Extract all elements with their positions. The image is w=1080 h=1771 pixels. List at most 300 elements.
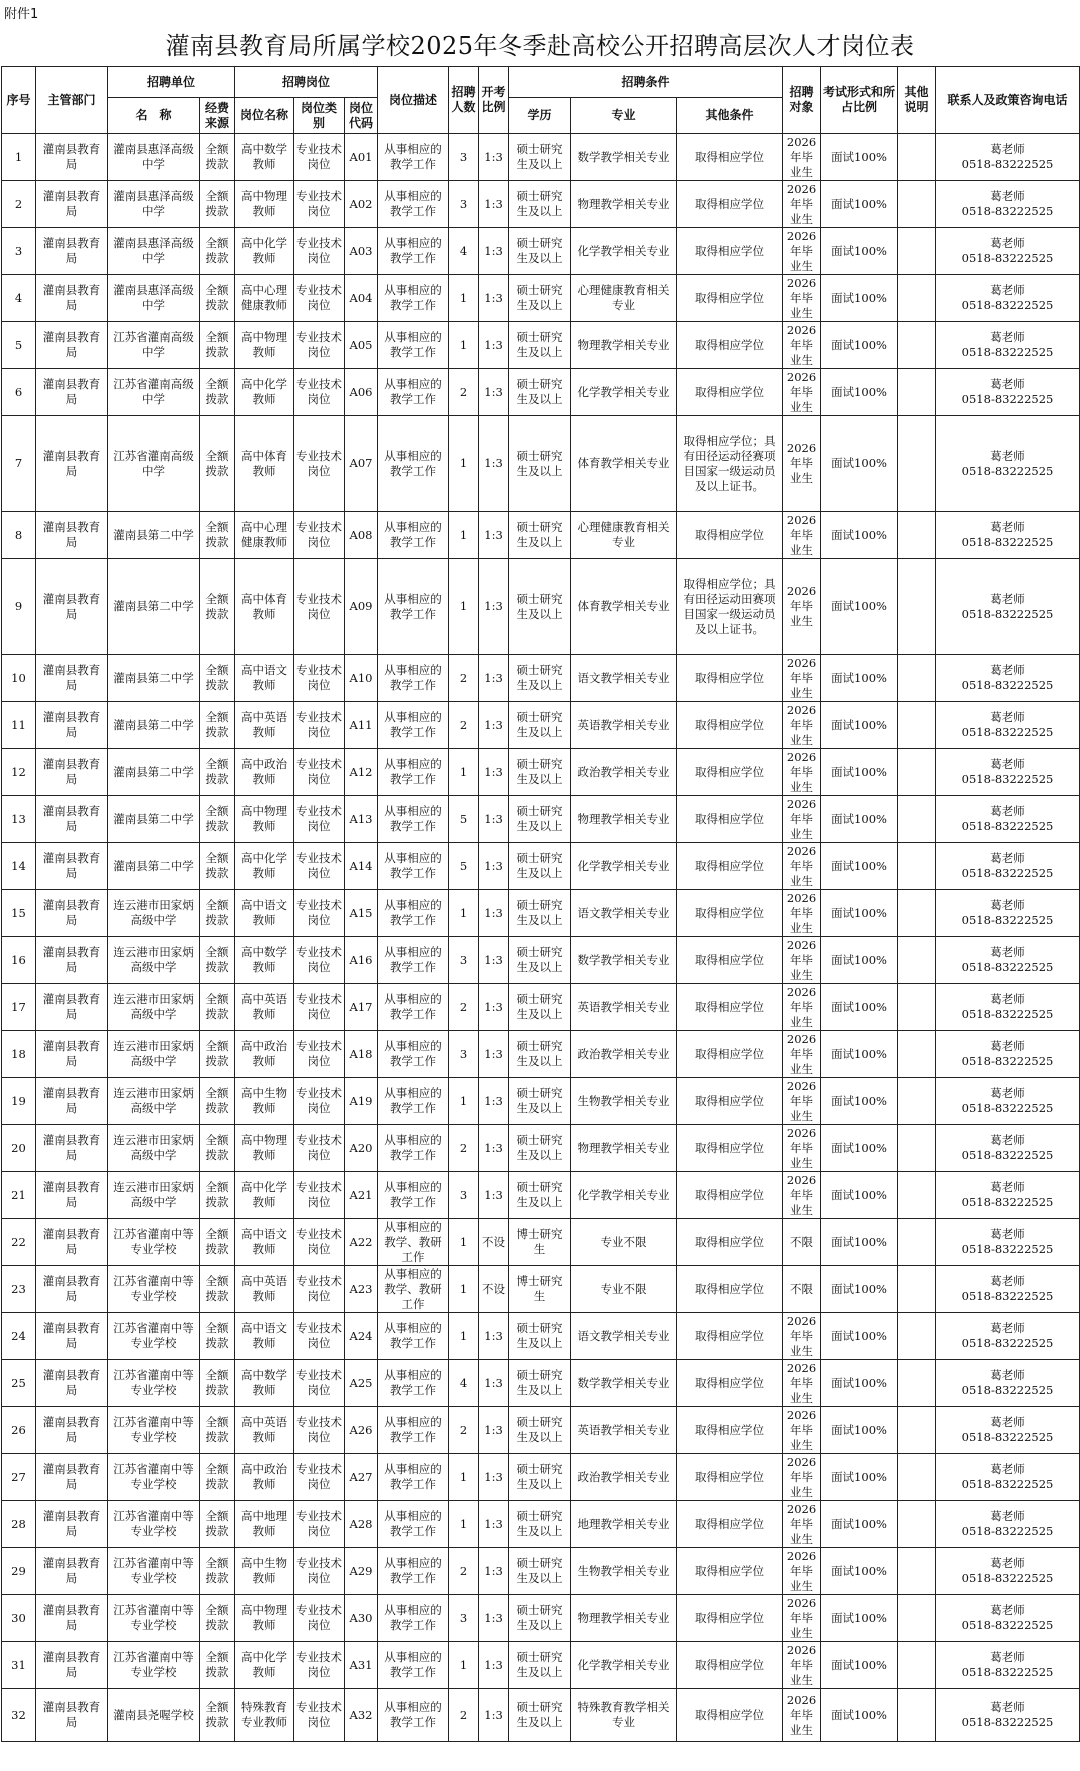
table-row [2, 702, 1080, 749]
cell-edu: 硕士研究生及以上 [509, 228, 571, 275]
header-post-type: 岗位类别 [294, 98, 345, 134]
cell-count: 2 [449, 1689, 479, 1742]
cell-type: 专业技术岗位 [294, 1642, 345, 1689]
cell-exam: 面试100% [821, 416, 898, 512]
cell-post: 高中生物教师 [235, 1078, 294, 1125]
cell-edu: 硕士研究生及以上 [509, 843, 571, 890]
table-row [2, 890, 1080, 937]
cell-unit: 江苏省灌南高级中学 [108, 322, 200, 369]
cell-code: A11 [345, 702, 378, 749]
header-ratio: 开考比例 [479, 67, 509, 134]
cell-dept: 灌南县教育局 [36, 559, 108, 655]
cell-dept: 灌南县教育局 [36, 1595, 108, 1642]
cell-note [898, 1501, 936, 1548]
cell-post: 高中物理教师 [235, 322, 294, 369]
cell-edu: 硕士研究生及以上 [509, 749, 571, 796]
cell-unit: 连云港市田家炳高级中学 [108, 1031, 200, 1078]
cell-dept: 灌南县教育局 [36, 1548, 108, 1595]
table-row [2, 512, 1080, 559]
job-table [1, 66, 1080, 1742]
cell-target: 2026年毕业生 [783, 1078, 821, 1125]
cell-target: 2026年毕业生 [783, 134, 821, 181]
cell-contact [936, 1266, 1080, 1313]
cell-count: 2 [449, 655, 479, 702]
table-row [2, 181, 1080, 228]
table-row [2, 1642, 1080, 1689]
cell-type: 专业技术岗位 [294, 228, 345, 275]
cell-desc: 从事相应的教学工作 [378, 1078, 449, 1125]
cell-contact [936, 512, 1080, 559]
cell-unit: 灌南县第二中学 [108, 749, 200, 796]
contact-phone: 0518-83222525 [961, 204, 1054, 218]
cell-type: 专业技术岗位 [294, 1548, 345, 1595]
cell-ratio: 1:3 [479, 937, 509, 984]
cell-desc: 从事相应的教学工作 [378, 1360, 449, 1407]
contact-name: 葛老师 [990, 945, 1025, 959]
cell-type: 专业技术岗位 [294, 1172, 345, 1219]
cell-desc: 从事相应的教学工作 [378, 369, 449, 416]
contact-name: 葛老师 [990, 1274, 1025, 1288]
cell-fund: 全额拨款 [200, 937, 235, 984]
cell-edu: 硕士研究生及以上 [509, 655, 571, 702]
cell-fund: 全额拨款 [200, 1548, 235, 1595]
cell-code: A08 [345, 512, 378, 559]
cell-contact [936, 796, 1080, 843]
cell-type: 专业技术岗位 [294, 559, 345, 655]
cell-contact [936, 1313, 1080, 1360]
cell-post: 特殊教育专业教师 [235, 1689, 294, 1742]
contact-phone: 0518-83222525 [961, 535, 1054, 549]
cell-dept: 灌南县教育局 [36, 702, 108, 749]
cell-count: 2 [449, 702, 479, 749]
cell-ratio: 1:3 [479, 1172, 509, 1219]
cell-code: A04 [345, 275, 378, 322]
cell-post: 高中化学教师 [235, 843, 294, 890]
contact-phone: 0518-83222525 [961, 1618, 1054, 1632]
cell-major: 语文教学相关专业 [571, 1313, 677, 1360]
cell-major: 英语教学相关专业 [571, 984, 677, 1031]
cell-count: 2 [449, 984, 479, 1031]
cell-seq: 14 [2, 843, 36, 890]
contact-phone: 0518-83222525 [961, 1101, 1054, 1115]
cell-fund: 全额拨款 [200, 512, 235, 559]
cell-target: 2026年毕业生 [783, 749, 821, 796]
contact-phone: 0518-83222525 [961, 1665, 1054, 1679]
cell-major: 化学教学相关专业 [571, 1172, 677, 1219]
cell-desc: 从事相应的教学工作 [378, 559, 449, 655]
cell-edu: 硕士研究生及以上 [509, 512, 571, 559]
cell-type: 专业技术岗位 [294, 843, 345, 890]
cell-edu: 硕士研究生及以上 [509, 1172, 571, 1219]
contact-name: 葛老师 [990, 1556, 1025, 1570]
cell-dept: 灌南县教育局 [36, 1172, 108, 1219]
cell-post: 高中化学教师 [235, 1172, 294, 1219]
header-post-code: 岗位代码 [345, 98, 378, 134]
header-note: 其他说明 [898, 67, 936, 134]
cell-code: A22 [345, 1219, 378, 1266]
cell-other: 取得相应学位 [677, 937, 783, 984]
contact-phone: 0518-83222525 [961, 1195, 1054, 1209]
contact-name: 葛老师 [990, 591, 1025, 606]
cell-unit: 连云港市田家炳高级中学 [108, 984, 200, 1031]
cell-desc: 从事相应的教学工作 [378, 1172, 449, 1219]
contact-phone: 0518-83222525 [961, 1524, 1054, 1538]
cell-dept: 灌南县教育局 [36, 1360, 108, 1407]
table-row [2, 937, 1080, 984]
cell-contact [936, 134, 1080, 181]
cell-edu: 硕士研究生及以上 [509, 1501, 571, 1548]
cell-code: A06 [345, 369, 378, 416]
cell-edu: 硕士研究生及以上 [509, 1407, 571, 1454]
cell-target: 2026年毕业生 [783, 1407, 821, 1454]
cell-fund: 全额拨款 [200, 275, 235, 322]
cell-code: A23 [345, 1266, 378, 1313]
cell-code: A24 [345, 1313, 378, 1360]
cell-target: 不限 [783, 1266, 821, 1313]
cell-other: 取得相应学位 [677, 890, 783, 937]
cell-count: 1 [449, 322, 479, 369]
contact-name: 葛老师 [990, 1700, 1025, 1714]
cell-contact [936, 1219, 1080, 1266]
cell-code: A20 [345, 1125, 378, 1172]
cell-edu: 博士研究生 [509, 1266, 571, 1313]
cell-target: 2026年毕业生 [783, 369, 821, 416]
cell-type: 专业技术岗位 [294, 1266, 345, 1313]
table-row [2, 843, 1080, 890]
cell-type: 专业技术岗位 [294, 890, 345, 937]
cell-desc: 从事相应的教学、教研工作 [378, 1219, 449, 1266]
cell-code: A25 [345, 1360, 378, 1407]
cell-seq: 1 [2, 134, 36, 181]
cell-fund: 全额拨款 [200, 416, 235, 512]
cell-contact [936, 322, 1080, 369]
cell-code: A29 [345, 1548, 378, 1595]
cell-note [898, 369, 936, 416]
cell-dept: 灌南县教育局 [36, 228, 108, 275]
cell-unit: 江苏省灌南中等专业学校 [108, 1501, 200, 1548]
contact-name: 葛老师 [990, 189, 1025, 203]
cell-desc: 从事相应的教学工作 [378, 796, 449, 843]
cell-other: 取得相应学位 [677, 369, 783, 416]
cell-contact [936, 559, 1080, 655]
cell-seq: 3 [2, 228, 36, 275]
cell-post: 高中体育教师 [235, 416, 294, 512]
cell-edu: 硕士研究生及以上 [509, 890, 571, 937]
cell-unit: 灌南县第二中学 [108, 655, 200, 702]
cell-exam: 面试100% [821, 890, 898, 937]
cell-note [898, 655, 936, 702]
cell-target: 2026年毕业生 [783, 1595, 821, 1642]
contact-name: 葛老师 [990, 804, 1025, 818]
cell-code: A13 [345, 796, 378, 843]
cell-post: 高中化学教师 [235, 1642, 294, 1689]
contact-name: 葛老师 [990, 757, 1025, 771]
contact-phone: 0518-83222525 [961, 298, 1054, 312]
cell-seq: 18 [2, 1031, 36, 1078]
cell-major: 数学教学相关专业 [571, 1360, 677, 1407]
cell-edu: 硕士研究生及以上 [509, 1313, 571, 1360]
cell-unit: 江苏省灌南中等专业学校 [108, 1219, 200, 1266]
cell-note [898, 1689, 936, 1742]
cell-desc: 从事相应的教学工作 [378, 937, 449, 984]
table-row [2, 1360, 1080, 1407]
header-target: 招聘对象 [783, 67, 821, 134]
cell-contact [936, 1642, 1080, 1689]
cell-code: A12 [345, 749, 378, 796]
cell-exam: 面试100% [821, 1078, 898, 1125]
cell-type: 专业技术岗位 [294, 1407, 345, 1454]
cell-contact [936, 843, 1080, 890]
cell-dept: 灌南县教育局 [36, 1642, 108, 1689]
table-row [2, 369, 1080, 416]
cell-post: 高中语文教师 [235, 890, 294, 937]
cell-other: 取得相应学位 [677, 1078, 783, 1125]
cell-edu: 硕士研究生及以上 [509, 1125, 571, 1172]
cell-unit: 灌南县惠泽高级中学 [108, 275, 200, 322]
cell-dept: 灌南县教育局 [36, 984, 108, 1031]
cell-code: A03 [345, 228, 378, 275]
cell-other: 取得相应学位；具有田径运动径赛项目国家一级运动员及以上证书。 [677, 416, 783, 512]
contact-phone: 0518-83222525 [961, 725, 1054, 739]
cell-type: 专业技术岗位 [294, 322, 345, 369]
cell-unit: 连云港市田家炳高级中学 [108, 1172, 200, 1219]
cell-post: 高中英语教师 [235, 1266, 294, 1313]
cell-seq: 21 [2, 1172, 36, 1219]
cell-seq: 29 [2, 1548, 36, 1595]
cell-count: 3 [449, 134, 479, 181]
header-other: 其他条件 [677, 98, 783, 134]
cell-count: 4 [449, 1360, 479, 1407]
cell-contact [936, 1360, 1080, 1407]
cell-fund: 全额拨款 [200, 796, 235, 843]
cell-exam: 面试100% [821, 1266, 898, 1313]
cell-major: 政治教学相关专业 [571, 749, 677, 796]
contact-name: 葛老师 [990, 1415, 1025, 1429]
cell-exam: 面试100% [821, 1407, 898, 1454]
contact-name: 葛老师 [990, 283, 1025, 297]
cell-ratio: 1:3 [479, 1595, 509, 1642]
cell-ratio: 1:3 [479, 322, 509, 369]
cell-dept: 灌南县教育局 [36, 181, 108, 228]
contact-phone: 0518-83222525 [961, 606, 1054, 621]
cell-major: 专业不限 [571, 1266, 677, 1313]
cell-exam: 面试100% [821, 322, 898, 369]
cell-target: 2026年毕业生 [783, 228, 821, 275]
cell-ratio: 1:3 [479, 1125, 509, 1172]
contact-phone: 0518-83222525 [961, 1477, 1054, 1491]
table-row [2, 1125, 1080, 1172]
cell-major: 英语教学相关专业 [571, 1407, 677, 1454]
cell-ratio: 1:3 [479, 1360, 509, 1407]
cell-desc: 从事相应的教学工作 [378, 1407, 449, 1454]
cell-note [898, 181, 936, 228]
contact-phone: 0518-83222525 [961, 1289, 1054, 1303]
cell-contact [936, 416, 1080, 512]
cell-major: 物理教学相关专业 [571, 796, 677, 843]
cell-exam: 面试100% [821, 134, 898, 181]
cell-post: 高中政治教师 [235, 1454, 294, 1501]
cell-count: 1 [449, 1266, 479, 1313]
table-row [2, 1595, 1080, 1642]
contact-phone: 0518-83222525 [961, 1242, 1054, 1256]
cell-major: 心理健康教育相关专业 [571, 275, 677, 322]
cell-type: 专业技术岗位 [294, 1078, 345, 1125]
cell-target: 2026年毕业生 [783, 1501, 821, 1548]
cell-edu: 硕士研究生及以上 [509, 796, 571, 843]
cell-ratio: 1:3 [479, 1689, 509, 1742]
cell-count: 5 [449, 843, 479, 890]
cell-exam: 面试100% [821, 181, 898, 228]
cell-seq: 26 [2, 1407, 36, 1454]
cell-desc: 从事相应的教学工作 [378, 890, 449, 937]
contact-name: 葛老师 [990, 1603, 1025, 1617]
cell-desc: 从事相应的教学工作 [378, 1642, 449, 1689]
cell-note [898, 1407, 936, 1454]
cell-type: 专业技术岗位 [294, 796, 345, 843]
cell-contact [936, 655, 1080, 702]
cell-count: 4 [449, 228, 479, 275]
cell-contact [936, 275, 1080, 322]
contact-phone: 0518-83222525 [961, 1148, 1054, 1162]
cell-post: 高中语文教师 [235, 1219, 294, 1266]
cell-exam: 面试100% [821, 1454, 898, 1501]
cell-post: 高中英语教师 [235, 984, 294, 1031]
header-count: 招聘人数 [449, 67, 479, 134]
cell-fund: 全额拨款 [200, 322, 235, 369]
cell-post: 高中心理健康教师 [235, 275, 294, 322]
cell-seq: 30 [2, 1595, 36, 1642]
cell-post: 高中化学教师 [235, 369, 294, 416]
cell-major: 生物教学相关专业 [571, 1548, 677, 1595]
cell-type: 专业技术岗位 [294, 1689, 345, 1742]
cell-major: 化学教学相关专业 [571, 1642, 677, 1689]
cell-post: 高中数学教师 [235, 937, 294, 984]
cell-note [898, 1031, 936, 1078]
cell-contact [936, 890, 1080, 937]
cell-type: 专业技术岗位 [294, 1454, 345, 1501]
cell-unit: 灌南县第二中学 [108, 512, 200, 559]
cell-fund: 全额拨款 [200, 702, 235, 749]
cell-seq: 17 [2, 984, 36, 1031]
cell-note [898, 1595, 936, 1642]
cell-seq: 15 [2, 890, 36, 937]
header-dept: 主管部门 [36, 67, 108, 134]
cell-exam: 面试100% [821, 749, 898, 796]
contact-phone: 0518-83222525 [961, 1054, 1054, 1068]
table-row [2, 1689, 1080, 1742]
contact-phone: 0518-83222525 [961, 392, 1054, 406]
cell-post: 高中政治教师 [235, 749, 294, 796]
cell-fund: 全额拨款 [200, 1689, 235, 1742]
cell-seq: 13 [2, 796, 36, 843]
cell-major: 语文教学相关专业 [571, 655, 677, 702]
cell-note [898, 1642, 936, 1689]
cell-contact [936, 1501, 1080, 1548]
cell-dept: 灌南县教育局 [36, 1407, 108, 1454]
header-unit-group: 招聘单位 [108, 67, 235, 98]
cell-type: 专业技术岗位 [294, 702, 345, 749]
cell-seq: 20 [2, 1125, 36, 1172]
cell-major: 政治教学相关专业 [571, 1031, 677, 1078]
table-row [2, 655, 1080, 702]
cell-dept: 灌南县教育局 [36, 843, 108, 890]
cell-unit: 江苏省灌南中等专业学校 [108, 1548, 200, 1595]
cell-dept: 灌南县教育局 [36, 416, 108, 512]
cell-unit: 灌南县第二中学 [108, 559, 200, 655]
cell-seq: 23 [2, 1266, 36, 1313]
cell-count: 2 [449, 1407, 479, 1454]
cell-other: 取得相应学位 [677, 702, 783, 749]
cell-count: 1 [449, 1454, 479, 1501]
contact-name: 葛老师 [990, 448, 1025, 463]
cell-fund: 全额拨款 [200, 1313, 235, 1360]
cell-exam: 面试100% [821, 984, 898, 1031]
cell-note [898, 275, 936, 322]
cell-unit: 江苏省灌南中等专业学校 [108, 1407, 200, 1454]
cell-exam: 面试100% [821, 1501, 898, 1548]
cell-desc: 从事相应的教学、教研工作 [378, 1266, 449, 1313]
cell-count: 2 [449, 369, 479, 416]
cell-desc: 从事相应的教学工作 [378, 749, 449, 796]
cell-ratio: 1:3 [479, 228, 509, 275]
cell-unit: 连云港市田家炳高级中学 [108, 1125, 200, 1172]
cell-fund: 全额拨款 [200, 181, 235, 228]
cell-ratio: 1:3 [479, 796, 509, 843]
cell-dept: 灌南县教育局 [36, 796, 108, 843]
cell-ratio: 1:3 [479, 702, 509, 749]
cell-contact [936, 1689, 1080, 1742]
cell-count: 1 [449, 416, 479, 512]
cell-type: 专业技术岗位 [294, 749, 345, 796]
cell-fund: 全额拨款 [200, 1031, 235, 1078]
cell-count: 1 [449, 512, 479, 559]
contact-name: 葛老师 [990, 1462, 1025, 1476]
cell-post: 高中政治教师 [235, 1031, 294, 1078]
cell-contact [936, 937, 1080, 984]
cell-target: 2026年毕业生 [783, 1454, 821, 1501]
cell-count: 3 [449, 1172, 479, 1219]
cell-ratio: 1:3 [479, 1031, 509, 1078]
cell-dept: 灌南县教育局 [36, 369, 108, 416]
cell-note [898, 1548, 936, 1595]
cell-note [898, 796, 936, 843]
table-row [2, 749, 1080, 796]
cell-contact [936, 1548, 1080, 1595]
cell-target: 2026年毕业生 [783, 1313, 821, 1360]
cell-edu: 硕士研究生及以上 [509, 275, 571, 322]
contact-name: 葛老师 [990, 663, 1025, 677]
cell-ratio: 1:3 [479, 1501, 509, 1548]
contact-phone: 0518-83222525 [961, 913, 1054, 927]
cell-exam: 面试100% [821, 1125, 898, 1172]
cell-unit: 灌南县第二中学 [108, 796, 200, 843]
cell-desc: 从事相应的教学工作 [378, 134, 449, 181]
cell-dept: 灌南县教育局 [36, 1313, 108, 1360]
cell-edu: 硕士研究生及以上 [509, 1360, 571, 1407]
cell-dept: 灌南县教育局 [36, 1689, 108, 1742]
cell-desc: 从事相应的教学工作 [378, 702, 449, 749]
cell-target: 2026年毕业生 [783, 322, 821, 369]
cell-unit: 江苏省灌南中等专业学校 [108, 1360, 200, 1407]
cell-dept: 灌南县教育局 [36, 1078, 108, 1125]
cell-desc: 从事相应的教学工作 [378, 228, 449, 275]
cell-desc: 从事相应的教学工作 [378, 416, 449, 512]
table-row [2, 134, 1080, 181]
cell-other: 取得相应学位 [677, 1642, 783, 1689]
cell-edu: 硕士研究生及以上 [509, 984, 571, 1031]
contact-name: 葛老师 [990, 520, 1025, 534]
cell-fund: 全额拨款 [200, 1595, 235, 1642]
